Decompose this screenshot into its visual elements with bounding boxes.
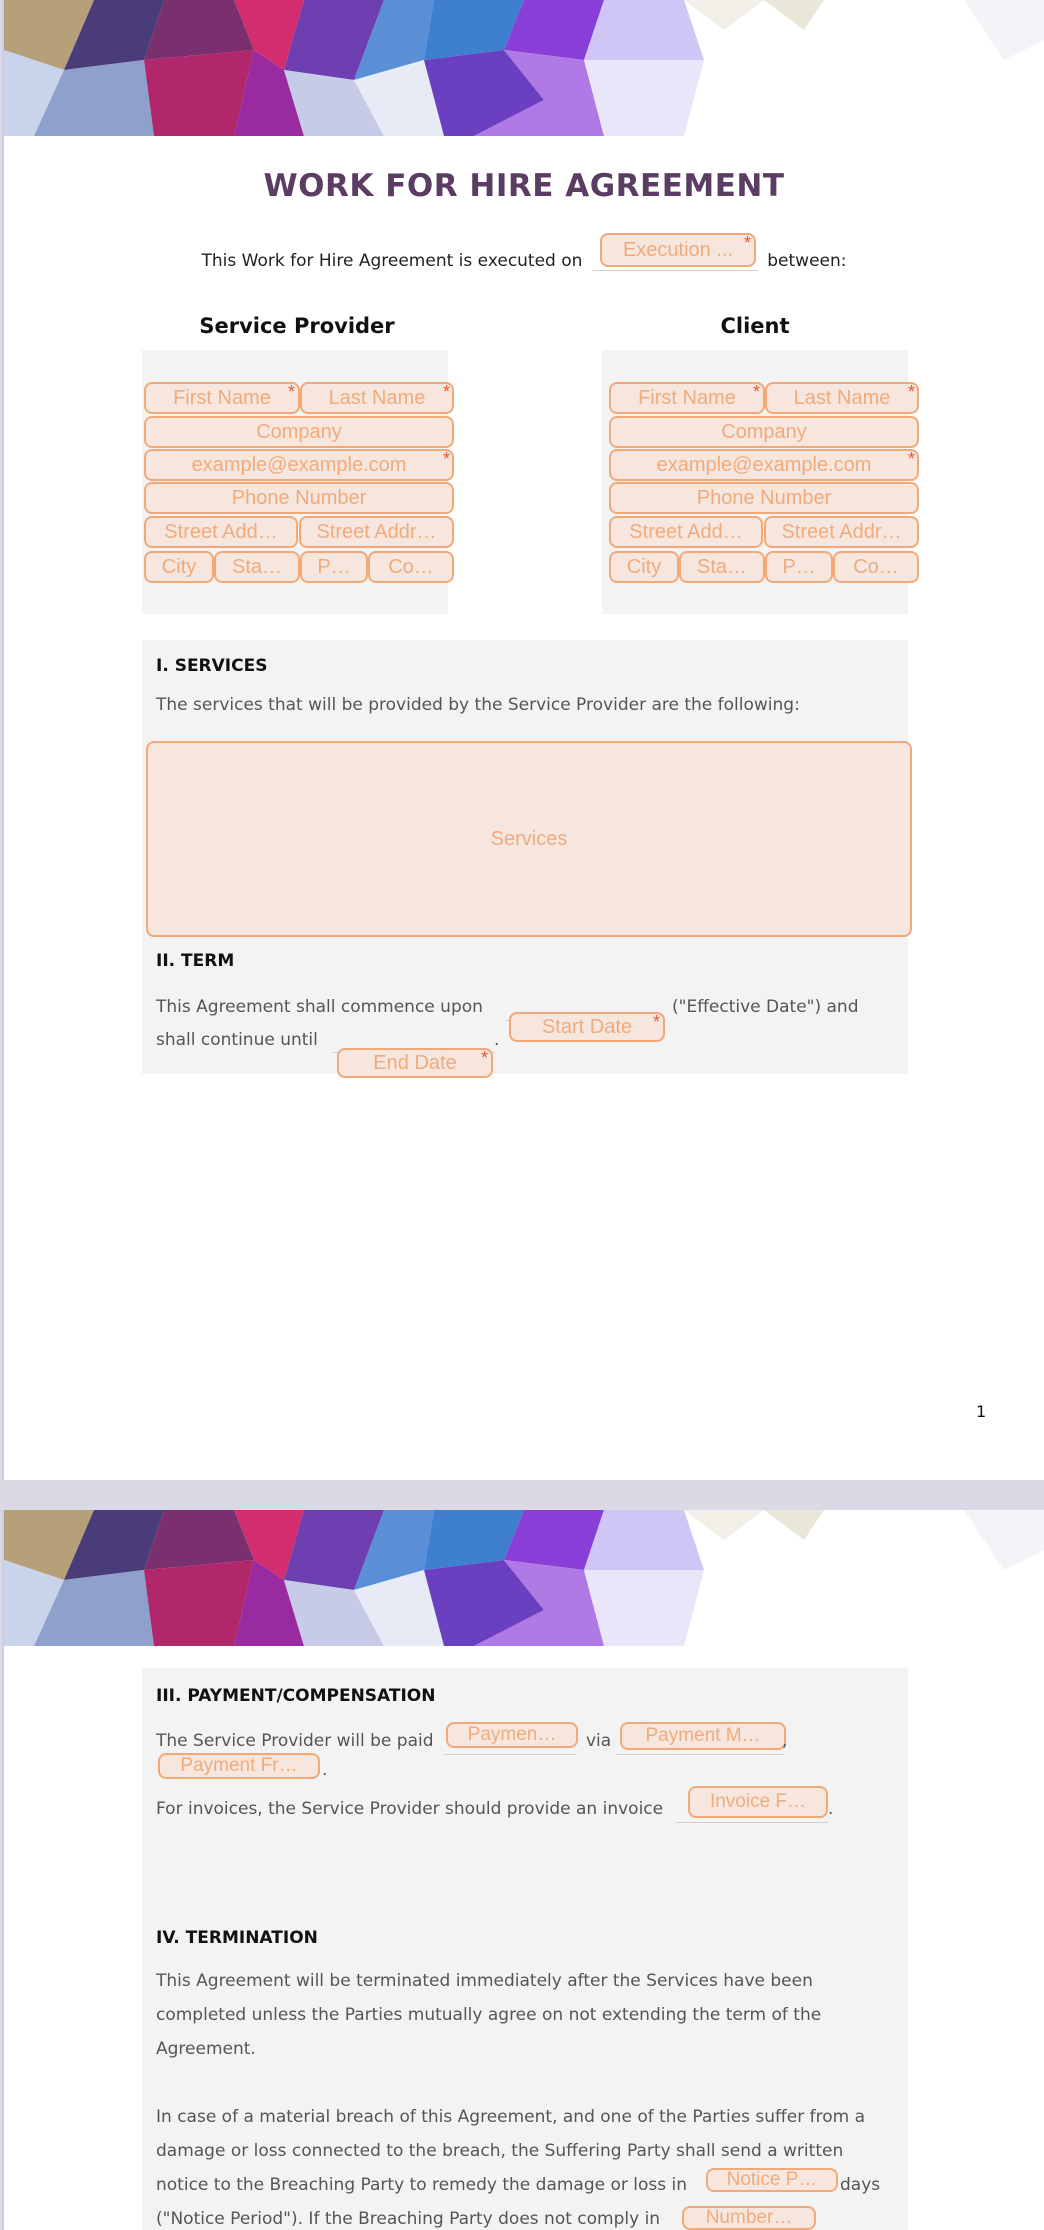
- payment-text-via: via: [586, 1731, 612, 1751]
- termination-para1-line2: completed unless the Parties mutually agree on not extending the term of the: [156, 2005, 822, 2025]
- payment-frequency-field[interactable]: Payment Fr…: [158, 1753, 320, 1779]
- termination-days-text: days: [840, 2175, 881, 2195]
- sp-street2-field[interactable]: Street Addr…: [299, 516, 454, 548]
- required-marker: *: [443, 449, 451, 469]
- payment-text-1: The Service Provider will be paid: [156, 1731, 434, 1751]
- header-banner: [4, 1510, 1044, 1646]
- sp-country-field[interactable]: Co…: [368, 551, 454, 583]
- number-days-field[interactable]: Number…: [682, 2206, 816, 2230]
- sp-email-field[interactable]: example@example.com: [144, 449, 454, 481]
- termination-para2-line2: damage or loss connected to the breach, the Suffering Party shall send a written: [156, 2141, 844, 2161]
- start-date-field[interactable]: Start Date: [509, 1012, 665, 1042]
- service-provider-heading: Service Provider: [199, 314, 395, 338]
- payment-invoice-text: For invoices, the Service Provider should provide an invoice: [156, 1799, 664, 1819]
- client-postal-field[interactable]: P…: [765, 551, 833, 583]
- document-page-1: [2, 0, 1044, 1480]
- payment-amount-line: [444, 1754, 576, 1755]
- client-heading: Client: [720, 314, 790, 338]
- termination-para2-line1: In case of a material breach of this Agreement, and one of the Parties suffer from a: [156, 2107, 865, 2127]
- client-phone-field[interactable]: Phone Number: [609, 482, 919, 514]
- required-marker: *: [908, 449, 916, 469]
- required-marker: *: [753, 382, 761, 402]
- execution-date-field[interactable]: Execution ...: [600, 233, 756, 267]
- client-first-name-field[interactable]: First Name: [609, 382, 765, 414]
- payment-period-1: .: [322, 1760, 328, 1780]
- required-marker: *: [744, 233, 752, 253]
- termination-para1-line3: Agreement.: [156, 2039, 256, 2059]
- client-street2-field[interactable]: Street Addr…: [764, 516, 919, 548]
- intro-sentence: [4, 250, 1044, 271]
- term-text-1: This Agreement shall commence upon: [156, 997, 483, 1017]
- term-text-4: .: [494, 1030, 500, 1050]
- sp-state-field[interactable]: Sta…: [214, 551, 300, 583]
- services-heading: I. SERVICES: [156, 656, 268, 676]
- required-marker: *: [443, 382, 451, 402]
- notice-period-field[interactable]: Notice P…: [706, 2168, 838, 2192]
- sp-postal-field[interactable]: P…: [300, 551, 368, 583]
- sp-last-name-field[interactable]: Last Name: [300, 382, 454, 414]
- sp-first-name-field[interactable]: First Name: [144, 382, 300, 414]
- required-marker: *: [288, 382, 296, 402]
- invoice-frequency-field[interactable]: Invoice F…: [688, 1786, 828, 1818]
- intro-text-after: between:: [767, 251, 847, 271]
- client-state-field[interactable]: Sta…: [679, 551, 765, 583]
- client-email-field[interactable]: example@example.com: [609, 449, 919, 481]
- client-street1-field[interactable]: Street Add…: [609, 516, 763, 548]
- end-date-field[interactable]: End Date: [337, 1048, 493, 1078]
- sp-company-field[interactable]: Company: [144, 416, 454, 448]
- termination-para2-line4: ("Notice Period"). If the Breaching Party does not comply in: [156, 2209, 661, 2229]
- payment-method-field[interactable]: Payment M…: [620, 1722, 786, 1750]
- client-country-field[interactable]: Co…: [833, 551, 919, 583]
- required-marker: *: [653, 1012, 661, 1032]
- services-text: The services that will be provided by the Service Provider are the following:: [156, 695, 800, 715]
- payment-heading: III. PAYMENT/COMPENSATION: [156, 1686, 436, 1706]
- required-marker: *: [481, 1048, 489, 1068]
- term-text-2: ("Effective Date") and: [672, 997, 859, 1017]
- required-marker: *: [908, 382, 916, 402]
- term-text-3: shall continue until: [156, 1030, 318, 1050]
- client-city-field[interactable]: City: [609, 551, 679, 583]
- termination-para1-line1: This Agreement will be terminated immediately after the Services have been: [156, 1971, 813, 1991]
- client-last-name-field[interactable]: Last Name: [765, 382, 919, 414]
- payment-method-line: [616, 1754, 784, 1755]
- services-textarea[interactable]: Services: [146, 741, 912, 937]
- sp-city-field[interactable]: City: [144, 551, 214, 583]
- termination-heading: IV. TERMINATION: [156, 1928, 318, 1948]
- document-title: WORK FOR HIRE AGREEMENT: [263, 168, 785, 204]
- term-heading: II. TERM: [156, 951, 235, 971]
- invoice-line: [676, 1822, 828, 1823]
- payment-comma: ,: [782, 1731, 788, 1751]
- termination-para2-line3: notice to the Breaching Party to remedy the damage or loss in: [156, 2175, 688, 2195]
- payment-period-2: .: [828, 1799, 834, 1819]
- intro-text-before: This Work for Hire Agreement is executed on: [201, 251, 583, 271]
- header-banner: [4, 0, 1044, 136]
- document-page-2: [2, 1510, 1044, 2230]
- sp-street1-field[interactable]: Street Add…: [144, 516, 298, 548]
- payment-amount-field[interactable]: Paymen…: [446, 1722, 578, 1748]
- page-number: 1: [976, 1402, 987, 1421]
- client-company-field[interactable]: Company: [609, 416, 919, 448]
- sp-phone-field[interactable]: Phone Number: [144, 482, 454, 514]
